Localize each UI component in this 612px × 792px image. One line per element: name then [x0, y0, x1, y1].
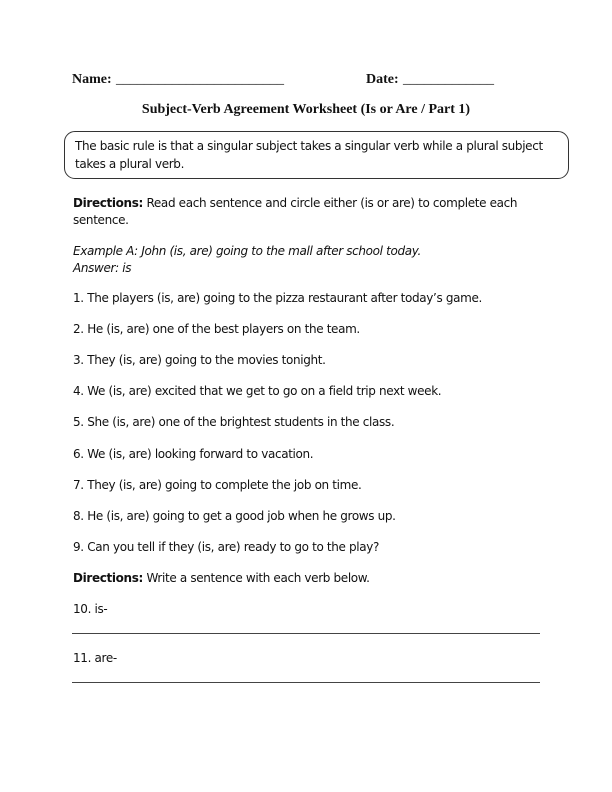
question-3: 3. They (is, are) going to the movies tonight.	[73, 353, 326, 367]
date-blank: _____________	[403, 72, 494, 87]
example-line: Example A: John (is, are) going to the mall after school today.	[73, 244, 422, 258]
question-7: 7. They (is, are) going to complete the job on time.	[73, 478, 362, 492]
directions-1-label: Directions:	[73, 196, 143, 210]
question-8: 8. He (is, are) going to get a good job when he grows up.	[73, 509, 396, 523]
question-9: 9. Can you tell if they (is, are) ready to go to the play?	[73, 540, 380, 554]
writing-item-10: 10. is-	[73, 602, 108, 616]
example-answer: Answer: is	[73, 261, 132, 275]
question-5: 5. She (is, are) one of the brightest students in the class.	[73, 415, 395, 429]
worksheet-title: Subject-Verb Agreement Worksheet (Is or Are / Part 1)	[141, 102, 471, 117]
rule-text: The basic rule is that a singular subject takes a singular verb while a plural subject takes a plural verb.	[75, 139, 543, 171]
directions-2	[73, 571, 370, 585]
question-2: 2. He (is, are) one of the best players on the team.	[73, 322, 360, 336]
directions-2-text: Write a sentence with each verb below.	[146, 571, 370, 585]
directions-1	[73, 195, 543, 229]
question-4: 4. We (is, are) excited that we get to go on a field trip next week.	[73, 384, 442, 398]
directions-1-text: Read each sentence and circle either (is or are) to complete each sentence.	[73, 196, 518, 227]
question-1: 1. The players (is, are) going to the pizza restaurant after today’s game.	[73, 291, 482, 305]
name-label: Name:	[72, 72, 112, 87]
directions-2-label: Directions:	[73, 571, 143, 585]
writing-item-11: 11. are-	[73, 651, 117, 665]
date-label: Date:	[366, 72, 399, 87]
answer-line-10[interactable]	[72, 633, 540, 634]
question-6: 6. We (is, are) looking forward to vacation.	[73, 447, 314, 461]
name-blank: ________________________	[116, 72, 284, 87]
answer-line-11[interactable]	[72, 682, 540, 683]
rule-box	[64, 131, 569, 179]
